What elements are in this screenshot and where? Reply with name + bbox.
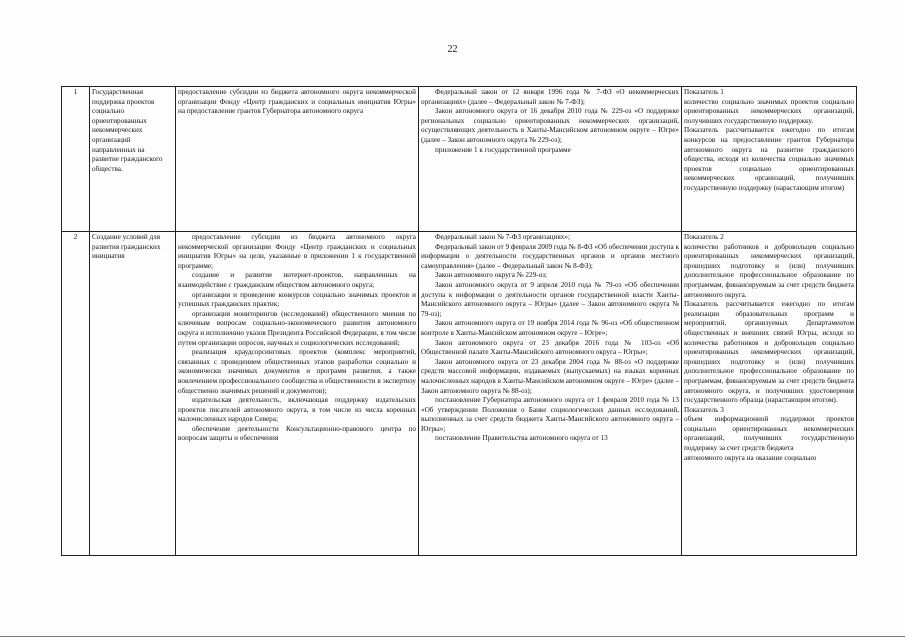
paragraph: Федеральный закон от 12 января 1996 года № 7-ФЗ «О некоммерческих организациях» (далее – Федеральный закон № 7-ФЗ); [421,88,679,106]
row-number-cell [62,232,90,556]
mechanism-text [178,88,416,231]
paragraph: Закон автономного округа от 16 декабря 2010 года № 229-оз «О поддержке региональных социально ориентированных некоммерческих организаций, осуществляющих деятельность в Ханты-Мансийском автономном округе – Югре» (далее – Закон автономного округа № 229-оз); [421,107,679,144]
mechanism-text [178,233,416,555]
measure-name-cell [90,232,176,556]
row-number: 2 [73,233,78,241]
mechanism-cell [176,87,419,232]
paragraph: Федеральный закон № 7-ФЗ организациях»; [435,233,570,241]
laws-text [421,88,679,231]
program-table [61,86,857,556]
paragraph: Федеральный закон от 9 февраля 2009 года № 8-ФЗ «Об обеспечении доступа к информации о деятельности государственных органов и органов местного самоуправления» (далее – Федеральный закон № 8-ФЗ); [421,242,679,270]
paragraph: Показатель 1 [684,88,724,96]
row-number: 1 [73,88,78,96]
laws-cell [419,232,682,556]
paragraph: реализация краудсорсинговых проектов (комплекс мероприятий, связанных с проведением общественных этапов разработки социально и экономически значимых документов и программ развития, а также вовлечением профессионального сообщества и общественности в экспертизу общественно значимых решений и документов); [178,348,416,395]
paragraph: организация мониторингов (исследований) общественного мнения по ключевым вопросам социально-экономического развития автономного округа и исполнению указов Президента Российской Федерации, в том числе путем организации опросов, научных и социологических исследований; [178,309,416,347]
indicators-text [684,88,854,231]
laws-cell [419,87,682,232]
paragraph: организация и проведение конкурсов социально значимых проектов и успешных гражданских практик; [178,290,416,309]
paragraph: Закон автономного округа от 9 апреля 2010 года № 79-оз «Об обеспечении доступа к информации о деятельности органов государственной власти Ханты-Мансийского автономного округа – Югры» (далее – Закон автономного округа № 79-оз); [421,280,679,318]
table-row [62,232,857,556]
paragraph: Закон автономного округа № 229-оз; [435,271,548,280]
paragraph: Показатель рассчитывается ежегодно по итогам конкурсов на предоставление грантов Губернатора автономного округа на развитие гражданского общества, исходя из количества социально значимых проектов социально ориентированных некоммерческих организаций, получивших государственную поддержку (нарастающим итогом) [684,126,854,192]
laws-text [421,233,679,555]
paragraph: приложение 1 к государственной программе [435,145,571,154]
measure-name-cell [90,87,176,232]
paragraph: количество социально значимых проектов социально ориентированных некоммерческих организаций, получивших государственную поддержку. [684,97,854,125]
paragraph: Показатель 3 [684,405,724,414]
paragraph: издательская деятельность, включающая поддержку издательских проектов писателей автономного округа, в том числе из числа коренных малочисленных народов Севера; [178,396,416,424]
page-number: 22 [447,44,458,55]
scan-edge-line [0,636,905,637]
measure-name: Создание условий для развития гражданских инициатив [92,233,161,261]
measure-name: Государственная поддержка проектов социально ориентированных некоммерческих организаций направленных на развитие гражданского общества. [92,88,163,173]
paragraph: количество работников и добровольцев социально ориентированных некоммерческих организаций, прошедших подготовку и (или) получивших дополнительное профессиональное образование по программам, финансируемым за счет средств бюджета автономного округа. [684,242,854,299]
paragraph: обеспечение деятельности Консультационно-правового центра по вопросам защиты и обеспечения [178,424,416,443]
paragraph: Закон автономного округа от 19 ноября 2014 года № 96-оз «Об общественном контроле в Ханты-Мансийском автономном округе – Югре»; [421,319,679,337]
indicators-text [684,233,854,555]
paragraph: постановление Правительства автономного округа от 13 [435,434,608,443]
table-row [62,87,857,232]
indicators-cell [682,232,857,556]
paragraph: создание и развитие интернет-проектов, направленных на взаимодействие с гражданским обществом автономного округа; [178,271,416,289]
row-number-cell [62,87,90,232]
indicators-cell [682,87,857,232]
paragraph: предоставление субсидии из бюджета автономного округа некоммерческой организации Фонду «Центр гражданских и социальных инициатив Югры» на предоставление грантов Губернатора автономного округа [178,88,416,116]
mechanism-cell [176,232,419,556]
paragraph: автономного округа на оказание социально [684,453,817,462]
paragraph: Закон автономного округа от 23 декабря 2004 года № 88-оз «О поддержке средств массовой информации, издаваемых (выпускаемых) на языках коренных малочисленных народов в Ханты-Мансийском автономном округе – Югре» (далее – Закон автономного округа № 88-оз); [421,357,679,395]
paragraph: Показатель рассчитывается ежегодно по итогам реализации образовательных программ и мероприятий, организуемых Департаментом общественных и внешних связей Югры, исходя из количества работников и добровольцев социально ориентированных некоммерческих организаций, прошедших подготовку и (или) получивших дополнительное профессиональное образование по программам, финансируемым за счет средств бюджета автономного округа, и получивших удостоверения государственного образца (нарастающим итогом). [684,300,854,405]
paragraph: предоставление субсидии из бюджета автономного округа некоммерческой организации Фонду «Центр гражданских и социальных инициатив Югры» на цели, указанные в приложении 1 к государственной программе; [178,233,416,270]
paragraph: Закон автономного округа от 23 декабря 2016 года № 103-оз «Об Общественной палате Ханты-Мансийского автономного округа – Югры»; [421,338,679,357]
paragraph: объем информационной поддержки проектов социально ориентированных некоммерческих организаций, получивших государственную поддержку за счет средств бюджета [684,415,854,453]
paragraph: Показатель 2 [684,233,724,241]
paragraph: постановление Губернатора автономного округа от 1 февраля 2010 года № 13 «Об утверждении Положения о Банке социологических данных исследований, выполненных за счет средств бюджета Ханты-Мансийского автономного округа – Югры»; [421,396,679,433]
